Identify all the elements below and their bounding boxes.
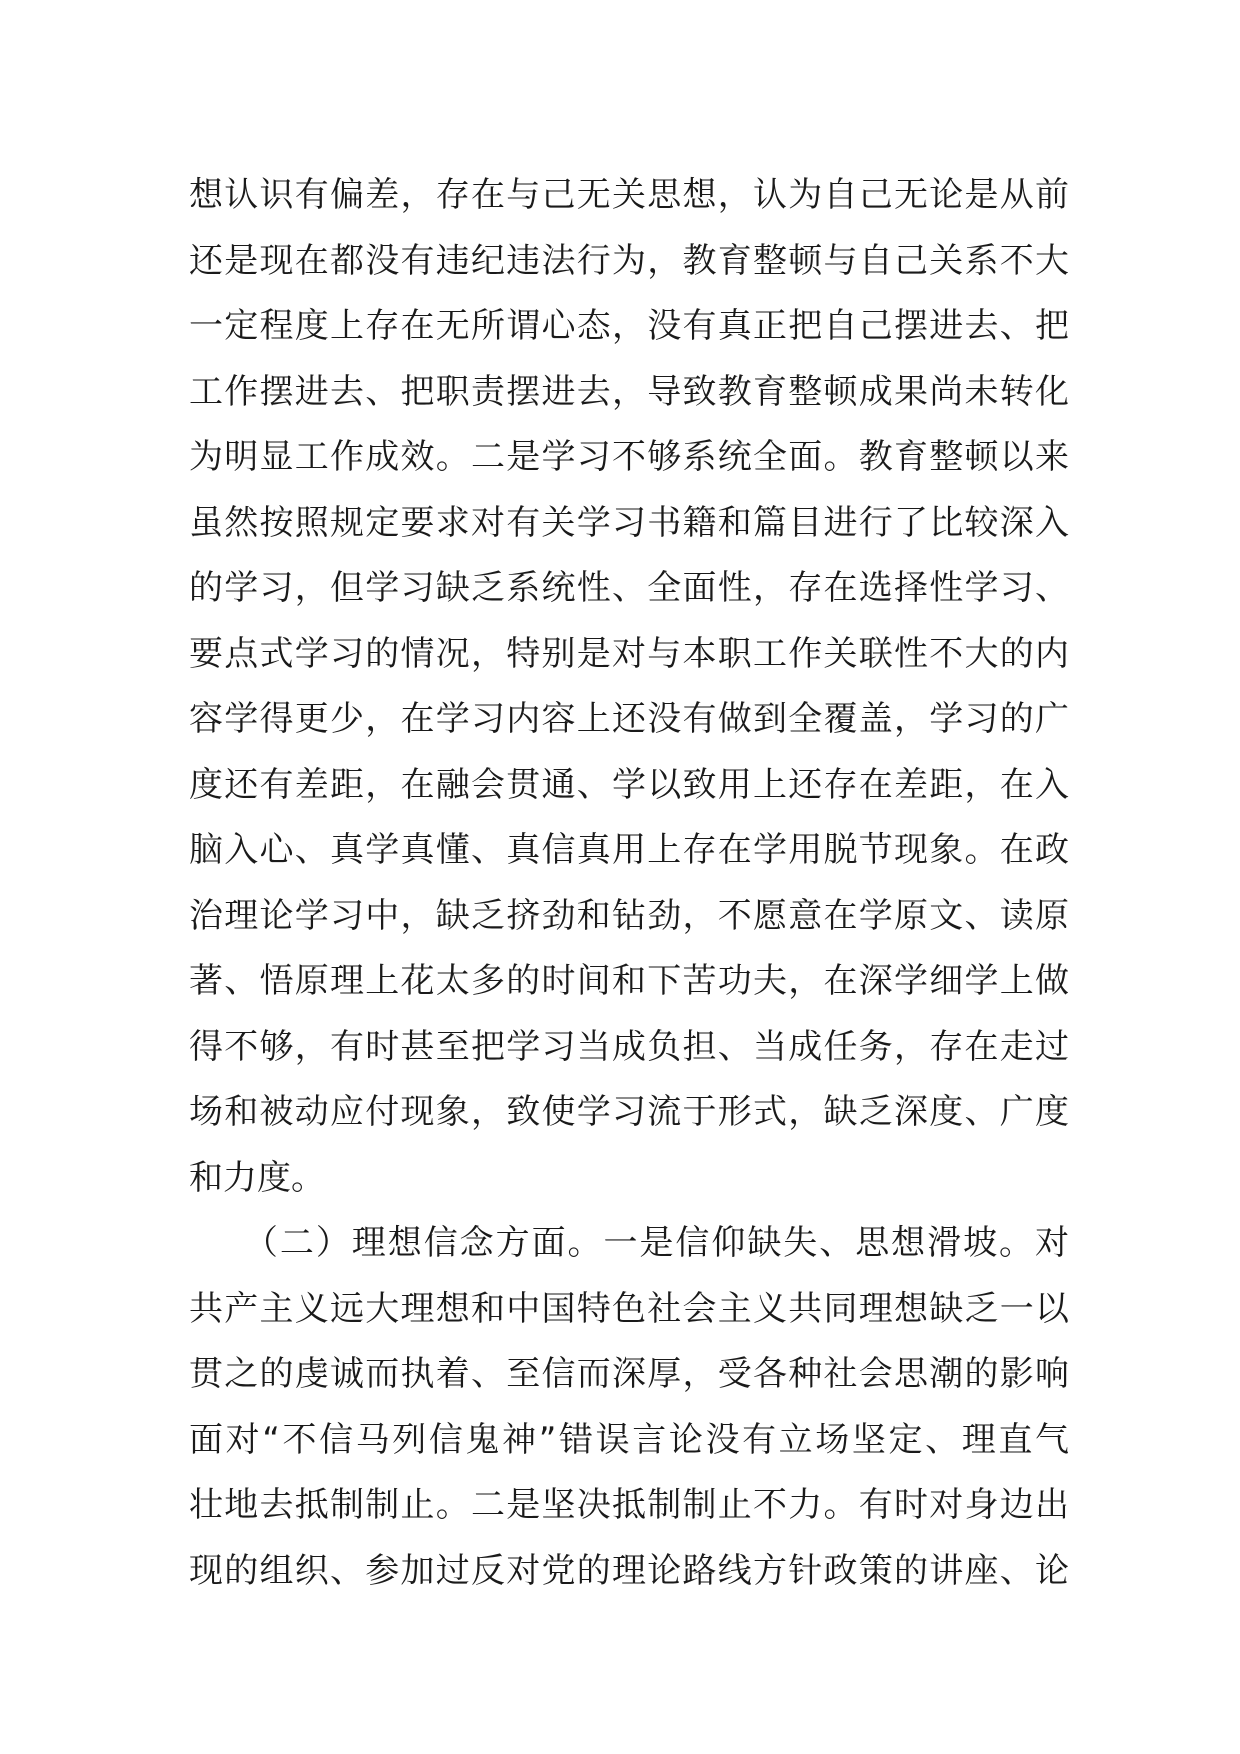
text-line: 容学得更少，在学习内容上还没有做到全覆盖，学习的广 xyxy=(189,699,1069,739)
text-line: 工作摆进去、把职责摆进去，导致教育整顿成果尚未转化 xyxy=(189,371,1069,412)
text-line: 治理论学习中，缺乏挤劲和钻劲，不愿意在学原文、读原 xyxy=(189,895,1069,936)
text-line: 现的组织、参加过反对党的理论路线方针政策的讲座、论 xyxy=(189,1550,1069,1591)
text-line: 场和被动应付现象，致使学习流于形式，缺乏深度、广度 xyxy=(189,1092,1069,1132)
text-line: 的学习，但学习缺乏系统性、全面性，存在选择性学习、 xyxy=(189,568,1069,608)
text-line: 要点式学习的情况，特别是对与本职工作关联性不大的内 xyxy=(189,633,1069,674)
text-line: 著、悟原理上花太多的时间和下苦功夫，在深学细学上做 xyxy=(189,961,1069,1001)
text-line: 贯之的虔诚而执着、至信而深厚，受各种社会思潮的影响 xyxy=(189,1354,1069,1394)
text-line: 度还有差距，在融会贯通、学以致用上还存在差距，在入 xyxy=(189,764,1069,805)
section-heading-line: （二）理想信念方面。一是信仰缺失、思想滑坡。对 xyxy=(189,1223,1069,1263)
text-line: 一定程度上存在无所谓心态，没有真正把自己摆进去、把 xyxy=(189,306,1069,346)
text-line: 得不够，有时甚至把学习当成负担、当成任务，存在走过 xyxy=(189,1026,1069,1067)
text-line: 虽然按照规定要求对有关学习书籍和篇目进行了比较深入 xyxy=(189,502,1069,543)
text-line: 和力度。 xyxy=(189,1157,325,1198)
text-line: 面对“不信马列信鬼神”错误言论没有立场坚定、理直气 xyxy=(189,1419,1069,1460)
text-line: 还是现在都没有违纪违法行为，教育整顿与自己关系不大 xyxy=(189,240,1069,281)
text-line: 壮地去抵制制止。二是坚决抵制制止不力。有时对身边出 xyxy=(189,1485,1069,1525)
text-line: 想认识有偏差，存在与己无关思想，认为自己无论是从前 xyxy=(189,175,1069,215)
text-line: 为明显工作成效。二是学习不够系统全面。教育整顿以来 xyxy=(189,437,1069,477)
text-line: 脑入心、真学真懂、真信真用上存在学用脱节现象。在政 xyxy=(189,830,1069,870)
body-text xyxy=(189,163,1069,1604)
text-line: 共产主义远大理想和中国特色社会主义共同理想缺乏一以 xyxy=(189,1288,1069,1329)
